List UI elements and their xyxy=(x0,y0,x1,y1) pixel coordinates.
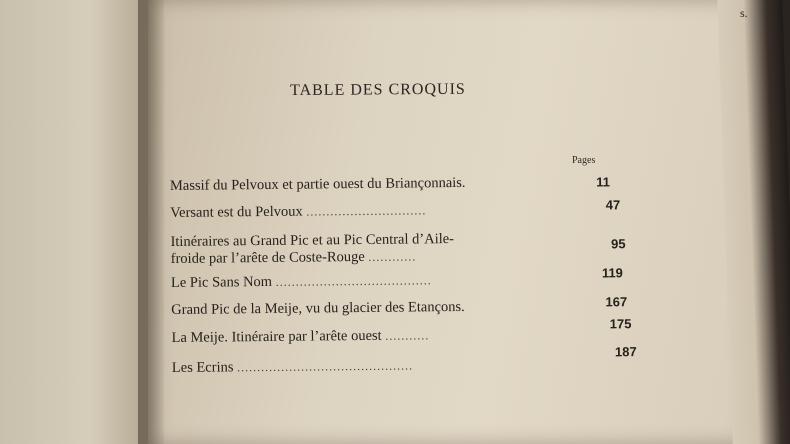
previous-page xyxy=(0,0,150,444)
toc-entry-leader: ....................................... xyxy=(275,273,432,289)
toc-entry xyxy=(171,294,631,319)
page-title: TABLE DES CROQUIS xyxy=(290,80,466,99)
toc-entry-leader: .............................. xyxy=(306,203,427,219)
toc-entry-title: La Meije. Itinéraire par l’arête ouest xyxy=(171,327,382,346)
toc-entry xyxy=(170,197,630,222)
toc-entry-leader: ............................................ xyxy=(237,358,414,375)
toc-entry xyxy=(170,173,630,195)
toc-entry xyxy=(171,344,637,377)
toc-entry xyxy=(170,229,630,268)
toc-entry-title: Les Ecrins xyxy=(171,359,234,376)
toc-entry-leader: ............ xyxy=(368,249,417,264)
toc-entry-title: Le Pic Sans Nom xyxy=(170,273,273,291)
toc-entry-title: Itinéraires au Grand Pic et au Pic Central d’Aile- xyxy=(170,231,455,250)
table-of-contents xyxy=(168,0,643,444)
toc-entry xyxy=(171,316,632,347)
toc-entry-page: 175 xyxy=(609,316,632,332)
toc-entry-page: 167 xyxy=(605,294,628,310)
toc-entry xyxy=(170,265,631,292)
toc-entry-title-cont: froide par l’arête de Coste-Rouge xyxy=(170,248,365,267)
toc-entry-title: Grand Pic de la Meije, vu du glacier des Etançons. xyxy=(171,298,465,318)
toc-entry-page: 187 xyxy=(614,344,637,360)
toc-entry-page: 95 xyxy=(611,236,626,252)
book-gutter xyxy=(138,0,164,444)
toc-entry-page: 11 xyxy=(596,174,611,190)
toc-entry-page: 119 xyxy=(601,265,623,281)
toc-entry-leader: ........... xyxy=(385,328,430,343)
toc-entry-title: Massif du Pelvoux et partie ouest du Briançonnais. xyxy=(169,174,466,194)
toc-entry-title: Versant est du Pelvoux xyxy=(170,203,303,221)
toc-entry-page: 47 xyxy=(605,197,621,213)
edge-text: s. xyxy=(740,6,748,20)
pages-column-header: Pages xyxy=(572,155,596,166)
